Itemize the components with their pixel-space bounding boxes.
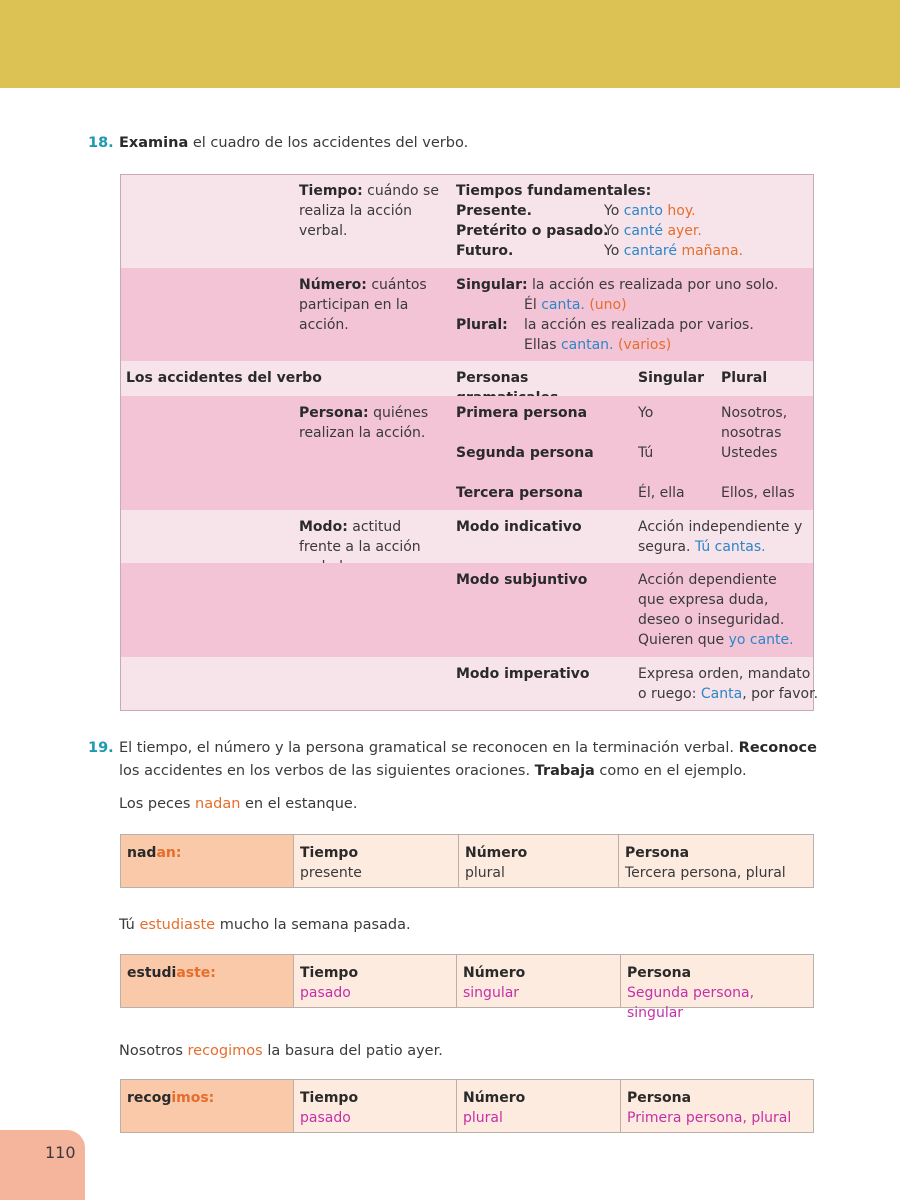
- persona-cell: Persona Tercera persona, plural: [619, 835, 813, 887]
- personas-list-cell: Primera persona Segunda persona Tercera persona: [450, 396, 633, 511]
- preterito-line: Pretérito o pasado.Yo canté ayer.: [456, 223, 702, 239]
- singular-header: Singular: [632, 361, 716, 397]
- modo-imperativo: Modo imperativo: [450, 657, 633, 711]
- verb-analysis-table: [120, 834, 814, 888]
- persona-cell: Persona Segunda persona, singular: [621, 955, 813, 1007]
- subjuntivo-desc: Acción dependiente que expresa duda, deseo o inseguridad. Quieren que yo cante.: [632, 563, 814, 658]
- page-number-tab: [0, 1130, 85, 1200]
- verb-cell: nadan:: [121, 835, 294, 887]
- persona-cell: Persona: quiénes realizan la acción.: [293, 396, 451, 511]
- exercise-sentence: Tú estudiaste mucho la semana pasada.: [119, 917, 411, 933]
- presente-line: Presente. Yo canto hoy.: [456, 203, 696, 219]
- tiempo-cell: Tiempo pasado: [294, 1080, 457, 1132]
- verb-cell: recogimos:: [121, 1080, 294, 1132]
- exercise-instruction: Examina el cuadro de los accidentes del verbo.: [119, 135, 469, 151]
- tiempos-fundamentales-cell: Tiempos fundamentales: Presente. Yo canto hoy. Pretérito o pasado.Yo canté ayer. Futuro. Yo cantaré mañana.: [450, 174, 814, 269]
- indicativo-desc: Acción independiente y segura. Tú cantas.: [632, 510, 814, 564]
- table-cell-empty: [120, 268, 294, 362]
- table-cell-empty: [120, 563, 294, 658]
- table-cell-empty: [293, 563, 451, 658]
- tiempo-cell: Tiempo pasado: [294, 955, 457, 1007]
- singular-plural-cell: Singular: la acción es realizada por uno solo. Él canta. (uno) Plural: la acción es realizada por varios. Ellas cantan. (varios): [450, 268, 814, 362]
- verb-cell: estudiaste:: [121, 955, 294, 1007]
- imperativo-desc: Expresa orden, mandato o ruego: Canta, por favor.: [632, 657, 814, 711]
- modo-indicativo: Modo indicativo: [450, 510, 633, 564]
- verb-analysis-table: [120, 954, 814, 1021]
- page-number: 110: [45, 1143, 76, 1162]
- personas-header: Personas: [450, 361, 633, 397]
- top-color-band: [0, 0, 900, 88]
- exercise-number: 18.: [88, 135, 114, 151]
- exercise-number: 19.: [88, 740, 114, 756]
- tiempo-cell: Tiempo: cuándo se realiza la acción verbal.: [293, 174, 451, 269]
- tiempo-cell: Tiempo presente: [294, 835, 459, 887]
- numero-cell: Número plural: [457, 1080, 621, 1132]
- verb-analysis-table: [120, 1079, 814, 1133]
- persona-cell: Persona Primera persona, plural: [621, 1080, 813, 1132]
- table-cell-empty: [120, 657, 294, 711]
- numero-cell: Número: cuántos participan en la acción.: [293, 268, 451, 362]
- futuro-line: Futuro. Yo cantaré mañana.: [456, 243, 744, 259]
- main-label-cell: Los accidentes del verbo: [120, 361, 451, 397]
- plural-list-cell: Nosotros, nosotras Ustedes Ellos, ellas: [715, 396, 814, 511]
- modo-subjuntivo: Modo subjuntivo: [450, 563, 633, 658]
- table-cell-empty: [120, 510, 294, 564]
- numero-cell: Número singular: [457, 955, 621, 1007]
- plural-header: Plural: [715, 361, 814, 397]
- exercise-sentence: Nosotros recogimos la basura del patio ayer.: [119, 1043, 443, 1059]
- table-cell-empty: [120, 174, 294, 269]
- numero-cell: Número plural: [459, 835, 619, 887]
- table-cell-empty: [120, 396, 294, 511]
- table-cell-empty: [293, 657, 451, 711]
- modo-cell: Modo: actitud frente a la acción: [293, 510, 451, 564]
- singular-list-cell: Yo Tú Él, ella: [632, 396, 716, 511]
- example-sentence: Los peces nadan en el estanque.: [119, 796, 358, 812]
- exercise-instruction: El tiempo, el número y la persona gramatical se reconocen en la terminación verbal. Reconoce los accidentes en los verbos de las siguientes oraciones. Trabaja como en el ejemplo.: [119, 740, 817, 779]
